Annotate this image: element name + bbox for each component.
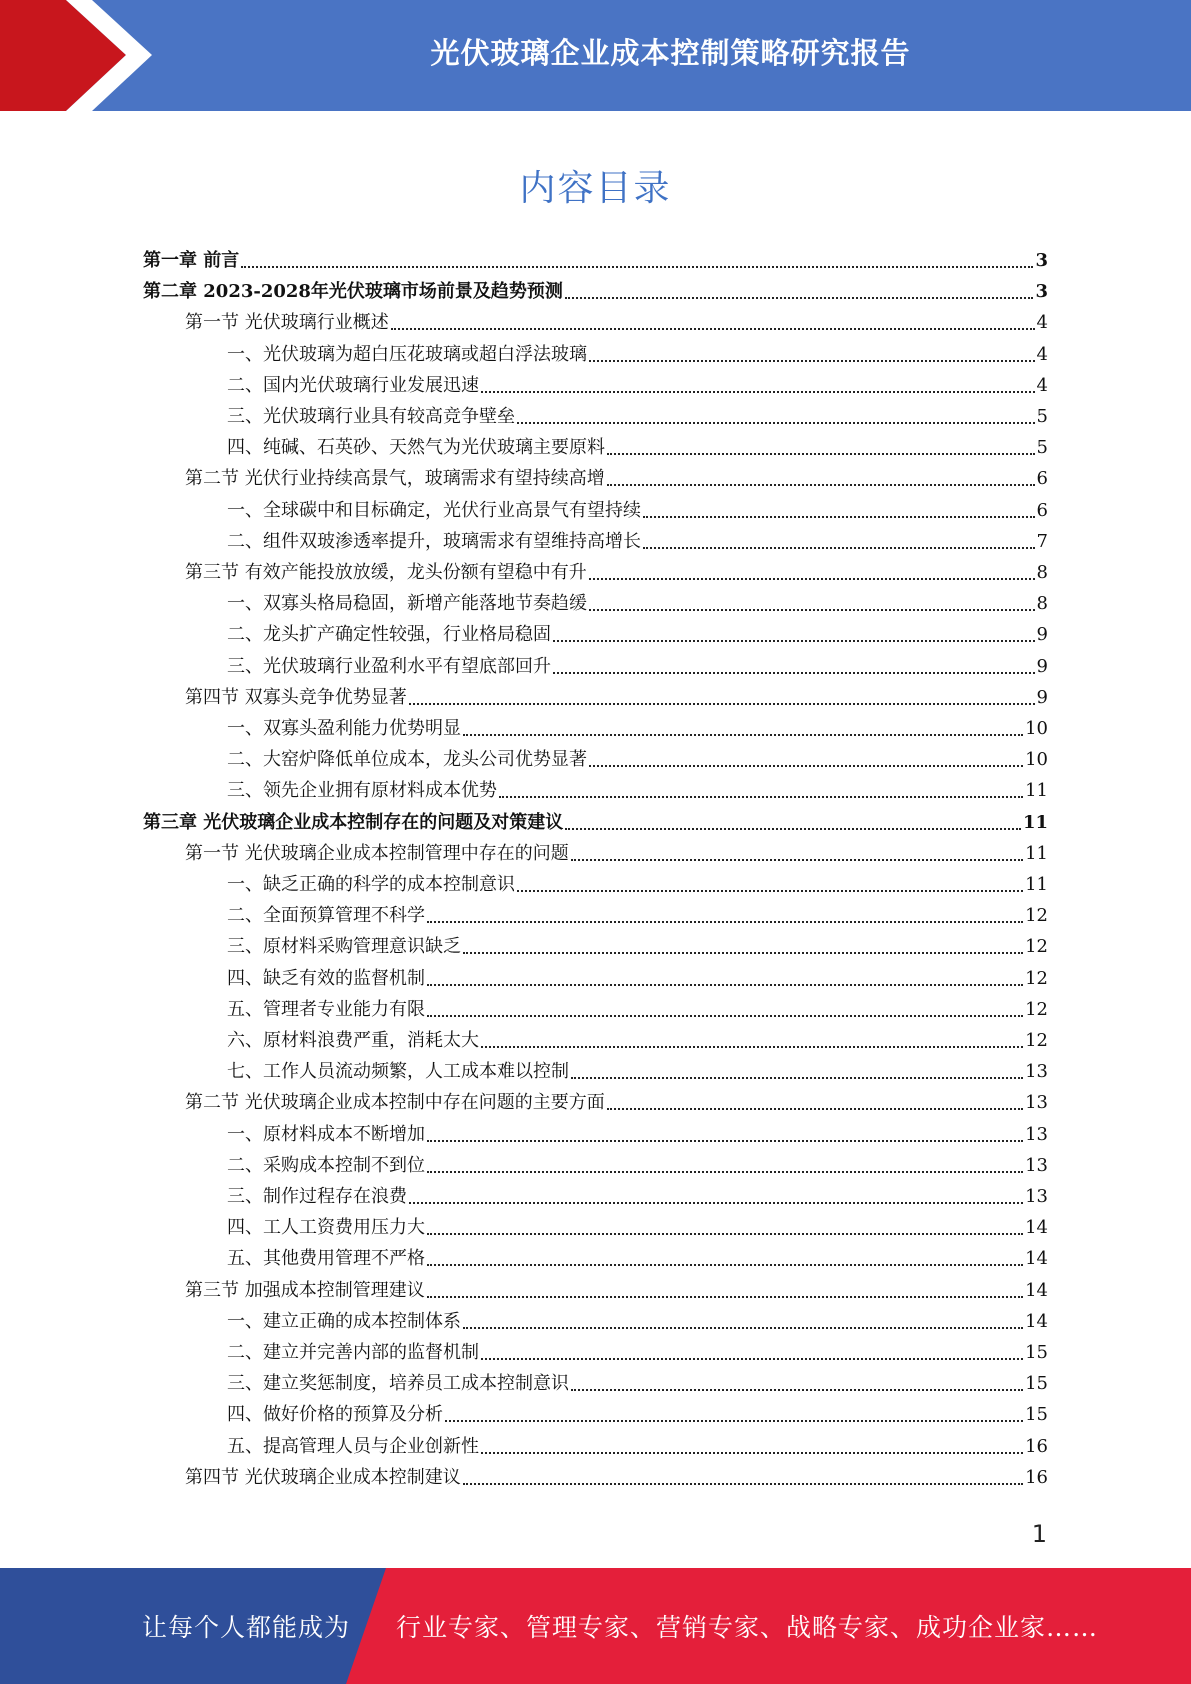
- toc-leader-dots: [241, 266, 1033, 268]
- toc-entry-label: 六、原材料浪费严重，消耗太大: [227, 1030, 479, 1051]
- toc-entry-page: 10: [1025, 749, 1048, 771]
- toc-leader-dots: [409, 703, 1035, 705]
- toc-entry-label: 一、光伏玻璃为超白压花玻璃或超白浮法玻璃: [227, 343, 587, 365]
- toc-leader-dots: [571, 859, 1023, 861]
- toc-entry-label: 四、纯碱、石英砂、天然气为光伏玻璃主要原料: [227, 437, 605, 459]
- toc-entry[interactable]: [227, 897, 1048, 927]
- toc-entry-label: 二、国内光伏玻璃行业发展迅速: [227, 374, 479, 396]
- toc-entry-label: 四、工人工资费用压力大: [227, 1217, 425, 1239]
- toc-leader-dots: [571, 1077, 1023, 1079]
- toc-entry-page: 9: [1036, 624, 1048, 646]
- toc-entry[interactable]: [227, 710, 1048, 740]
- toc-entry[interactable]: [227, 616, 1048, 646]
- toc-leader-dots: [607, 1108, 1023, 1110]
- toc-entry[interactable]: [143, 242, 1048, 272]
- toc-entry-label: 第一节 光伏玻璃企业成本控制管理中存在的问题: [185, 842, 569, 864]
- toc-entry-label: 四、缺乏有效的监督机制: [227, 967, 425, 989]
- toc-entry[interactable]: [227, 1209, 1048, 1239]
- toc-leader-dots: [445, 1420, 1023, 1422]
- toc-leader-dots: [427, 921, 1023, 923]
- toc-leader-dots: [409, 1202, 1023, 1204]
- toc-entry-label: 三、制作过程存在浪费: [227, 1186, 407, 1207]
- toc-entry[interactable]: [227, 1396, 1048, 1426]
- toc-entry-page: 11: [1025, 842, 1048, 864]
- toc-entry[interactable]: [227, 367, 1048, 397]
- toc-entry[interactable]: [227, 585, 1048, 615]
- toc-leader-dots: [589, 578, 1035, 580]
- toc-leader-dots: [481, 1046, 1023, 1048]
- toc-leader-dots: [565, 297, 1034, 299]
- toc-leader-dots: [463, 1327, 1023, 1329]
- toc-entry[interactable]: [227, 1022, 1048, 1052]
- toc-entry-page: 11: [1022, 811, 1048, 833]
- toc-entry-label: 五、其他费用管理不严格: [227, 1248, 425, 1270]
- toc-entry-page: 12: [1025, 905, 1048, 927]
- toc-leader-dots: [427, 1296, 1023, 1298]
- toc-entry-label: 一、双寡头盈利能力优势明显: [227, 718, 461, 739]
- toc-entry-page: 8: [1036, 593, 1048, 615]
- toc-leader-dots: [427, 1140, 1023, 1142]
- toc-entry-label: 五、提高管理人员与企业创新性: [227, 1435, 479, 1457]
- toc-entry[interactable]: [227, 336, 1048, 366]
- toc-entry[interactable]: [185, 1459, 1048, 1489]
- page-number: 1: [1031, 1520, 1047, 1548]
- toc-entry-page: 5: [1036, 406, 1048, 427]
- toc-entry-page: 12: [1025, 1030, 1048, 1051]
- toc-leader-dots: [643, 516, 1035, 518]
- toc-entry-label: 三、光伏玻璃行业具有较高竞争壁垒: [227, 406, 515, 427]
- toc-entry-page: 4: [1036, 312, 1048, 334]
- toc-entry-label: 四、做好价格的预算及分析: [227, 1404, 443, 1426]
- toc-entry-label: 三、建立奖惩制度，培养员工成本控制意识: [227, 1373, 569, 1395]
- toc-leader-dots: [607, 453, 1035, 455]
- toc-entry[interactable]: [227, 429, 1048, 459]
- toc-leader-dots: [589, 609, 1035, 611]
- toc-entry[interactable]: [185, 1272, 1048, 1302]
- toc-entry-page: 11: [1025, 874, 1048, 895]
- toc-entry[interactable]: [227, 1116, 1048, 1146]
- toc-entry-page: 3: [1035, 250, 1048, 271]
- toc-entry[interactable]: [227, 1334, 1048, 1364]
- toc-leader-dots: [481, 391, 1035, 393]
- toc-entry-label: 第二节 光伏玻璃企业成本控制中存在问题的主要方面: [185, 1092, 605, 1114]
- header-banner: [0, 0, 1191, 111]
- toc-entry-page: 7: [1036, 530, 1048, 552]
- toc-entry-page: 4: [1036, 343, 1048, 365]
- toc-leader-dots: [589, 765, 1023, 767]
- toc-entry-page: 13: [1025, 1092, 1048, 1114]
- toc-entry-page: 5: [1036, 437, 1048, 459]
- toc-entry[interactable]: [227, 928, 1048, 958]
- toc-leader-dots: [481, 1358, 1023, 1360]
- toc-entry-page: 14: [1025, 1310, 1048, 1332]
- toc-leader-dots: [517, 890, 1023, 892]
- toc-entry-page: 15: [1025, 1373, 1048, 1395]
- toc-leader-dots: [517, 422, 1035, 424]
- toc-entry-page: 3: [1035, 281, 1048, 303]
- toc-entry-page: 16: [1025, 1466, 1048, 1488]
- toc-leader-dots: [427, 1233, 1023, 1235]
- toc-entry[interactable]: [227, 741, 1048, 771]
- toc-leader-dots: [427, 1171, 1023, 1173]
- toc-entry-label: 第四节 双寡头竞争优势显著: [185, 686, 407, 708]
- toc-entry-label: 七、工作人员流动频繁，人工成本难以控制: [227, 1061, 569, 1083]
- toc-entry[interactable]: [143, 273, 1048, 303]
- toc-entry-page: 12: [1025, 936, 1048, 958]
- toc-entry-page: 6: [1036, 468, 1048, 490]
- toc-entry-page: 6: [1036, 499, 1048, 521]
- toc-entry-label: 第二节 光伏行业持续高景气，玻璃需求有望持续高增: [185, 468, 605, 490]
- toc-heading: 内容目录: [519, 168, 672, 209]
- toc-leader-dots: [427, 984, 1023, 986]
- toc-entry[interactable]: [185, 460, 1048, 490]
- toc-entry-page: 11: [1025, 780, 1048, 802]
- toc-entry[interactable]: [227, 398, 1048, 428]
- toc-entry[interactable]: [227, 991, 1048, 1021]
- toc-leader-dots: [571, 1389, 1023, 1391]
- toc-entry[interactable]: [227, 523, 1048, 553]
- toc-entry[interactable]: [227, 1303, 1048, 1333]
- toc-entry-page: 12: [1025, 998, 1048, 1020]
- toc-leader-dots: [553, 672, 1035, 674]
- toc-entry-page: 4: [1036, 374, 1048, 396]
- toc-entry[interactable]: [227, 772, 1048, 802]
- toc-entry[interactable]: [185, 679, 1048, 709]
- toc-leader-dots: [481, 1452, 1023, 1454]
- footer-slogan-right: 行业专家、管理专家、营销专家、战略专家、成功企业家……: [396, 1613, 1099, 1642]
- toc-entry-label: 二、组件双玻渗透率提升，玻璃需求有望维持高增长: [227, 530, 641, 552]
- toc-leader-dots: [499, 796, 1023, 798]
- toc-entry-label: 一、双寡头格局稳固，新增产能落地节奏趋缓: [227, 593, 587, 615]
- toc-entry[interactable]: [185, 304, 1048, 334]
- toc-entry[interactable]: [227, 492, 1048, 522]
- toc-entry-page: 13: [1025, 1061, 1048, 1083]
- toc-leader-dots: [463, 952, 1023, 954]
- toc-leader-dots: [463, 1483, 1023, 1485]
- toc-entry[interactable]: [185, 554, 1048, 584]
- toc-entry-label: 五、管理者专业能力有限: [227, 998, 425, 1020]
- toc-entry-label: 一、建立正确的成本控制体系: [227, 1310, 461, 1332]
- toc-entry-page: 15: [1025, 1404, 1048, 1426]
- toc-leader-dots: [553, 640, 1035, 642]
- toc-entry[interactable]: [227, 1178, 1048, 1208]
- toc-entry-page: 8: [1036, 562, 1048, 583]
- toc-entry-page: 15: [1025, 1342, 1048, 1363]
- toc-entry[interactable]: [185, 1084, 1048, 1114]
- toc-entry-label: 二、采购成本控制不到位: [227, 1154, 425, 1176]
- toc-entry-page: 14: [1025, 1248, 1048, 1270]
- toc-entry-page: 9: [1036, 655, 1048, 677]
- toc-entry-label: 一、缺乏正确的科学的成本控制意识: [227, 874, 515, 895]
- toc-entry-label: 二、大窑炉降低单位成本，龙头公司优势显著: [227, 749, 587, 771]
- toc-entry-page: 9: [1036, 686, 1048, 708]
- toc-entry-page: 10: [1025, 718, 1048, 739]
- toc-entry-page: 13: [1025, 1154, 1048, 1176]
- toc-entry-label: 第三节 加强成本控制管理建议: [185, 1279, 425, 1301]
- footer-slogan-left: 让每个人都能成为: [142, 1613, 351, 1642]
- toc-leader-dots: [607, 484, 1035, 486]
- toc-entry-label: 第一章 前言: [143, 250, 240, 271]
- toc-entry[interactable]: [227, 1428, 1048, 1458]
- toc-entry-label: 第三章 光伏玻璃企业成本控制存在的问题及对策建议: [143, 811, 564, 833]
- toc-entry[interactable]: [227, 960, 1048, 990]
- toc-entry-label: 二、建立并完善内部的监督机制: [227, 1342, 479, 1363]
- toc-entry-label: 二、龙头扩产确定性较强，行业格局稳固: [227, 624, 551, 646]
- toc-entry-page: 13: [1025, 1186, 1048, 1207]
- report-title: 光伏玻璃企业成本控制策略研究报告: [430, 35, 911, 70]
- toc-entry[interactable]: [143, 804, 1048, 834]
- toc-leader-dots: [463, 734, 1023, 736]
- toc-leader-dots: [589, 360, 1035, 362]
- toc-entry-label: 第二章 2023-2028年光伏玻璃市场前景及趋势预测: [143, 281, 563, 303]
- footer-banner: [0, 1568, 1191, 1684]
- toc-leader-dots: [427, 1015, 1023, 1017]
- toc-leader-dots: [391, 328, 1035, 330]
- toc-entry-label: 三、原材料采购管理意识缺乏: [227, 936, 461, 958]
- toc-leader-dots: [643, 547, 1035, 549]
- toc-entry[interactable]: [227, 866, 1048, 896]
- toc-entry-label: 第一节 光伏玻璃行业概述: [185, 312, 389, 334]
- toc-entry[interactable]: [227, 1240, 1048, 1270]
- toc-entry[interactable]: [185, 835, 1048, 865]
- toc-entry[interactable]: [227, 1053, 1048, 1083]
- toc-entry-label: 第三节 有效产能投放放缓，龙头份额有望稳中有升: [185, 562, 587, 583]
- toc-entry-page: 14: [1025, 1279, 1048, 1301]
- toc-leader-dots: [565, 828, 1021, 830]
- toc-entry[interactable]: [227, 1147, 1048, 1177]
- toc-leader-dots: [427, 1264, 1023, 1266]
- toc-entry-label: 二、全面预算管理不科学: [227, 905, 425, 927]
- toc-entry-label: 第四节 光伏玻璃企业成本控制建议: [185, 1466, 461, 1488]
- toc-entry-page: 12: [1025, 967, 1048, 989]
- toc-entry-label: 一、原材料成本不断增加: [227, 1123, 425, 1145]
- toc-entry-page: 13: [1025, 1123, 1048, 1145]
- header-arrow-decoration: [0, 0, 160, 111]
- toc-entry-label: 三、光伏玻璃行业盈利水平有望底部回升: [227, 655, 551, 677]
- toc-entry-label: 一、全球碳中和目标确定，光伏行业高景气有望持续: [227, 499, 641, 521]
- toc-entry[interactable]: [227, 1365, 1048, 1395]
- toc-entry[interactable]: [227, 648, 1048, 678]
- toc-entry-label: 三、领先企业拥有原材料成本优势: [227, 780, 497, 802]
- toc-entry-page: 16: [1025, 1435, 1048, 1457]
- toc-entry-page: 14: [1025, 1217, 1048, 1239]
